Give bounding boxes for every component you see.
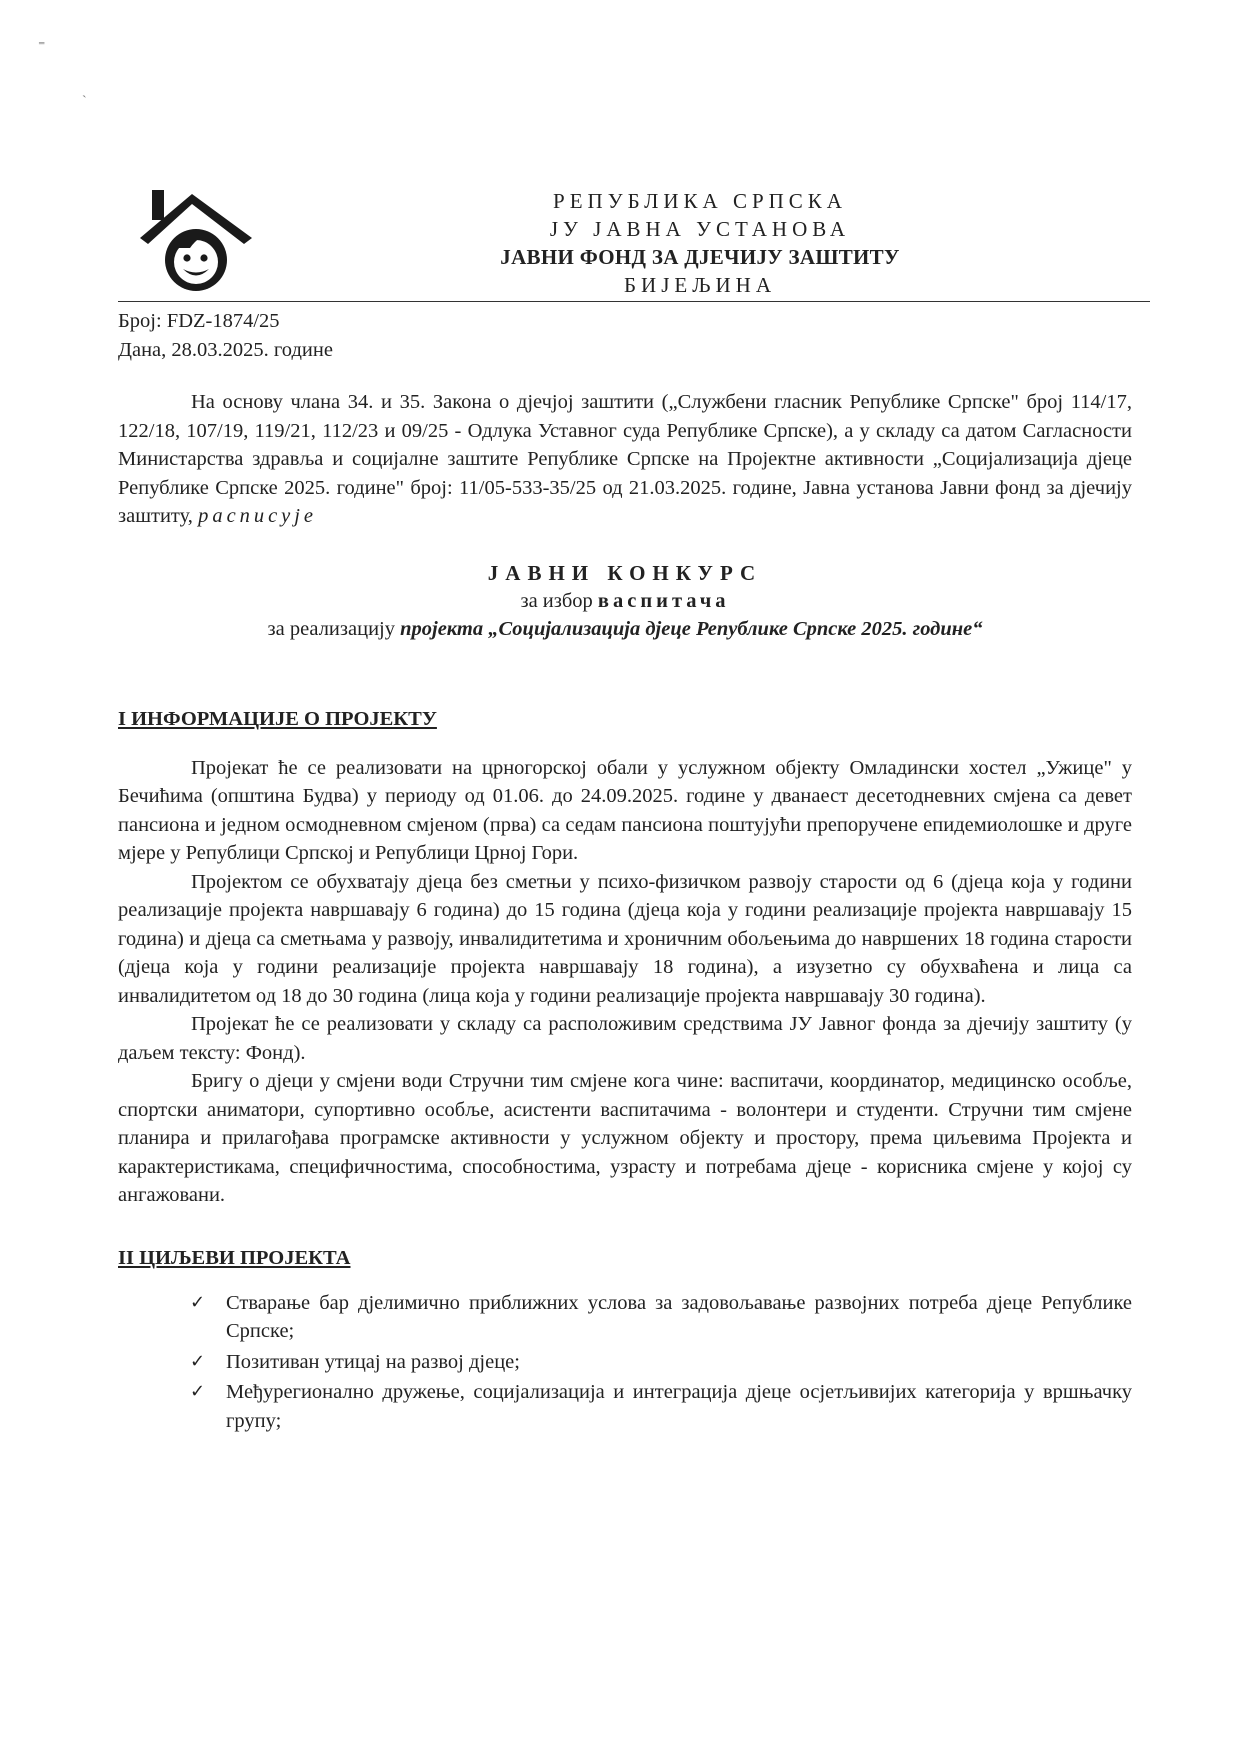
scan-mark: ⁼ (38, 39, 46, 54)
house-with-child-face-icon (140, 190, 252, 294)
title-subline-2-project: пројекта „Социјализација дјеце Републике Српске 2025. године“ (400, 617, 983, 640)
section1-paragraph: Бригу о дјеци у смјени води Стручни тим смјене кога чине: васпитачи, координатор, медицинско особље, спортски аниматори, супортивно особље, асистенти васпитачима - волонтери и студенти. Стручни тим смјене планира и прилагођава програмске активности у услужном објекту и простору, према циљевима Пројекта и карактеристикама, специфичностима, способностима, узрасту и потребама дјеце - корисника смјене у којој су ангажовани. (118, 1070, 1132, 1206)
city-name: БИЈЕЉИНА (623, 273, 777, 297)
document-body (118, 388, 1132, 1437)
title-main: ЈАВНИ КОНКУРС (487, 560, 763, 585)
section-heading-project-goals: II ЦИЉЕВИ ПРОЈЕКТА (118, 1246, 351, 1269)
title-subline-1 (118, 587, 1132, 615)
section1-paragraph: Пројекат ће се реализовати у складу са расположивим средствима ЈУ Јавног фонда за дјечију заштиту (у даљем тексту: Фонд). (118, 1013, 1132, 1064)
title-subline-2 (118, 615, 1132, 643)
checkmark-icon: ✓ (190, 1381, 206, 1402)
section1-paragraph: Пројектом се обухватају дјеца без сметњи у психо-физичком развоју старости од 6 (дјеца која у години реализације пројекта навршавају 6 година) до 15 година (дјеца која у години реализације пројекта навршавају 15 година) и дјеца са сметњама у развоју, инвалидитетима и хроничним обољењима до навршених 18 година старости (дјеца која у години реализације пројекта навршавају 18 година), а изузетно су обухваћена и лица са инвалидитетом од 18 до 30 година (лица која у години реализације пројекта навршавају 30 година). (118, 870, 1132, 1007)
header-divider (118, 301, 1150, 302)
document-meta (118, 307, 333, 365)
list-item (190, 1378, 1132, 1435)
checkmark-icon: ✓ (190, 1350, 206, 1372)
goal-text: Позитиван утицај на развој дјеце; (226, 1350, 520, 1373)
list-item (190, 1289, 1132, 1346)
title-subline-2-prefix: за реализацију (267, 617, 401, 640)
section-heading-project-info: I ИНФОРМАЦИЈЕ О ПРОЈЕКТУ (118, 707, 437, 730)
intro-paragraph (118, 388, 1132, 531)
letterhead (440, 187, 960, 299)
list-item (190, 1348, 1132, 1377)
section1-paragraph: Пројекат ће се реализовати на црногорској обали у услужном објекту Омладински хостел „Ужице" у Бечићима (општина Будва) у периоду од 01.06. до 24.09.2025. године у дванаест десетодневних смјена са девет пансиона и једном осмодневном смјеном (прва) са седам пансиона поштујући препоручене епидемиолошке и друге мјере у Републици Српској и Републици Црној Гори. (118, 756, 1132, 864)
scan-mark: ˴ (82, 88, 87, 103)
document-date: Дана, 28.03.2025. године (118, 339, 333, 361)
institution-type: ЈУ ЈАВНА УСТАНОВА (549, 217, 851, 241)
republic-name: РЕПУБЛИКА СРПСКА (553, 189, 847, 213)
institution-name: ЈАВНИ ФОНД ЗА ДЈЕЧИЈУ ЗАШТИТУ (500, 245, 900, 269)
intro-verb: расписује (198, 505, 318, 527)
checkmark-icon: ✓ (190, 1291, 206, 1313)
document-number: Број: FDZ-1874/25 (118, 310, 280, 332)
goal-text: Међурегионално дружење, социјализација и интеграција дјеце осјетљивијих категорија у вршњачку групу; (226, 1381, 1132, 1432)
title-subline-1-bold: васпитача (597, 589, 730, 612)
competition-title (118, 559, 1132, 643)
goal-text: Стварање бар дјелимично приближних услова за задовољавање развојних потреба дјеце Републике Српске; (226, 1291, 1132, 1342)
goals-list (118, 1289, 1132, 1436)
intro-text: На основу члана 34. и 35. Закона о дјечјој заштити („Службени гласник Републике Српске" број 114/17, 122/18, 107/19, 119/21, 112/23 и 09/25 - Одлука Уставног суда Републике Српске), а у складу са датом Сагласности Министарства здравља и социјалне заштите Републике Српске на Пројектне активности „Социјализација дјеце Републике Српске 2025. године" број: 11/05-533-35/25 од 21.03.2025. године, Јавна установа Јавни фонд за дјечију заштиту, (118, 391, 1132, 527)
title-subline-1-prefix: за избор (520, 589, 598, 612)
